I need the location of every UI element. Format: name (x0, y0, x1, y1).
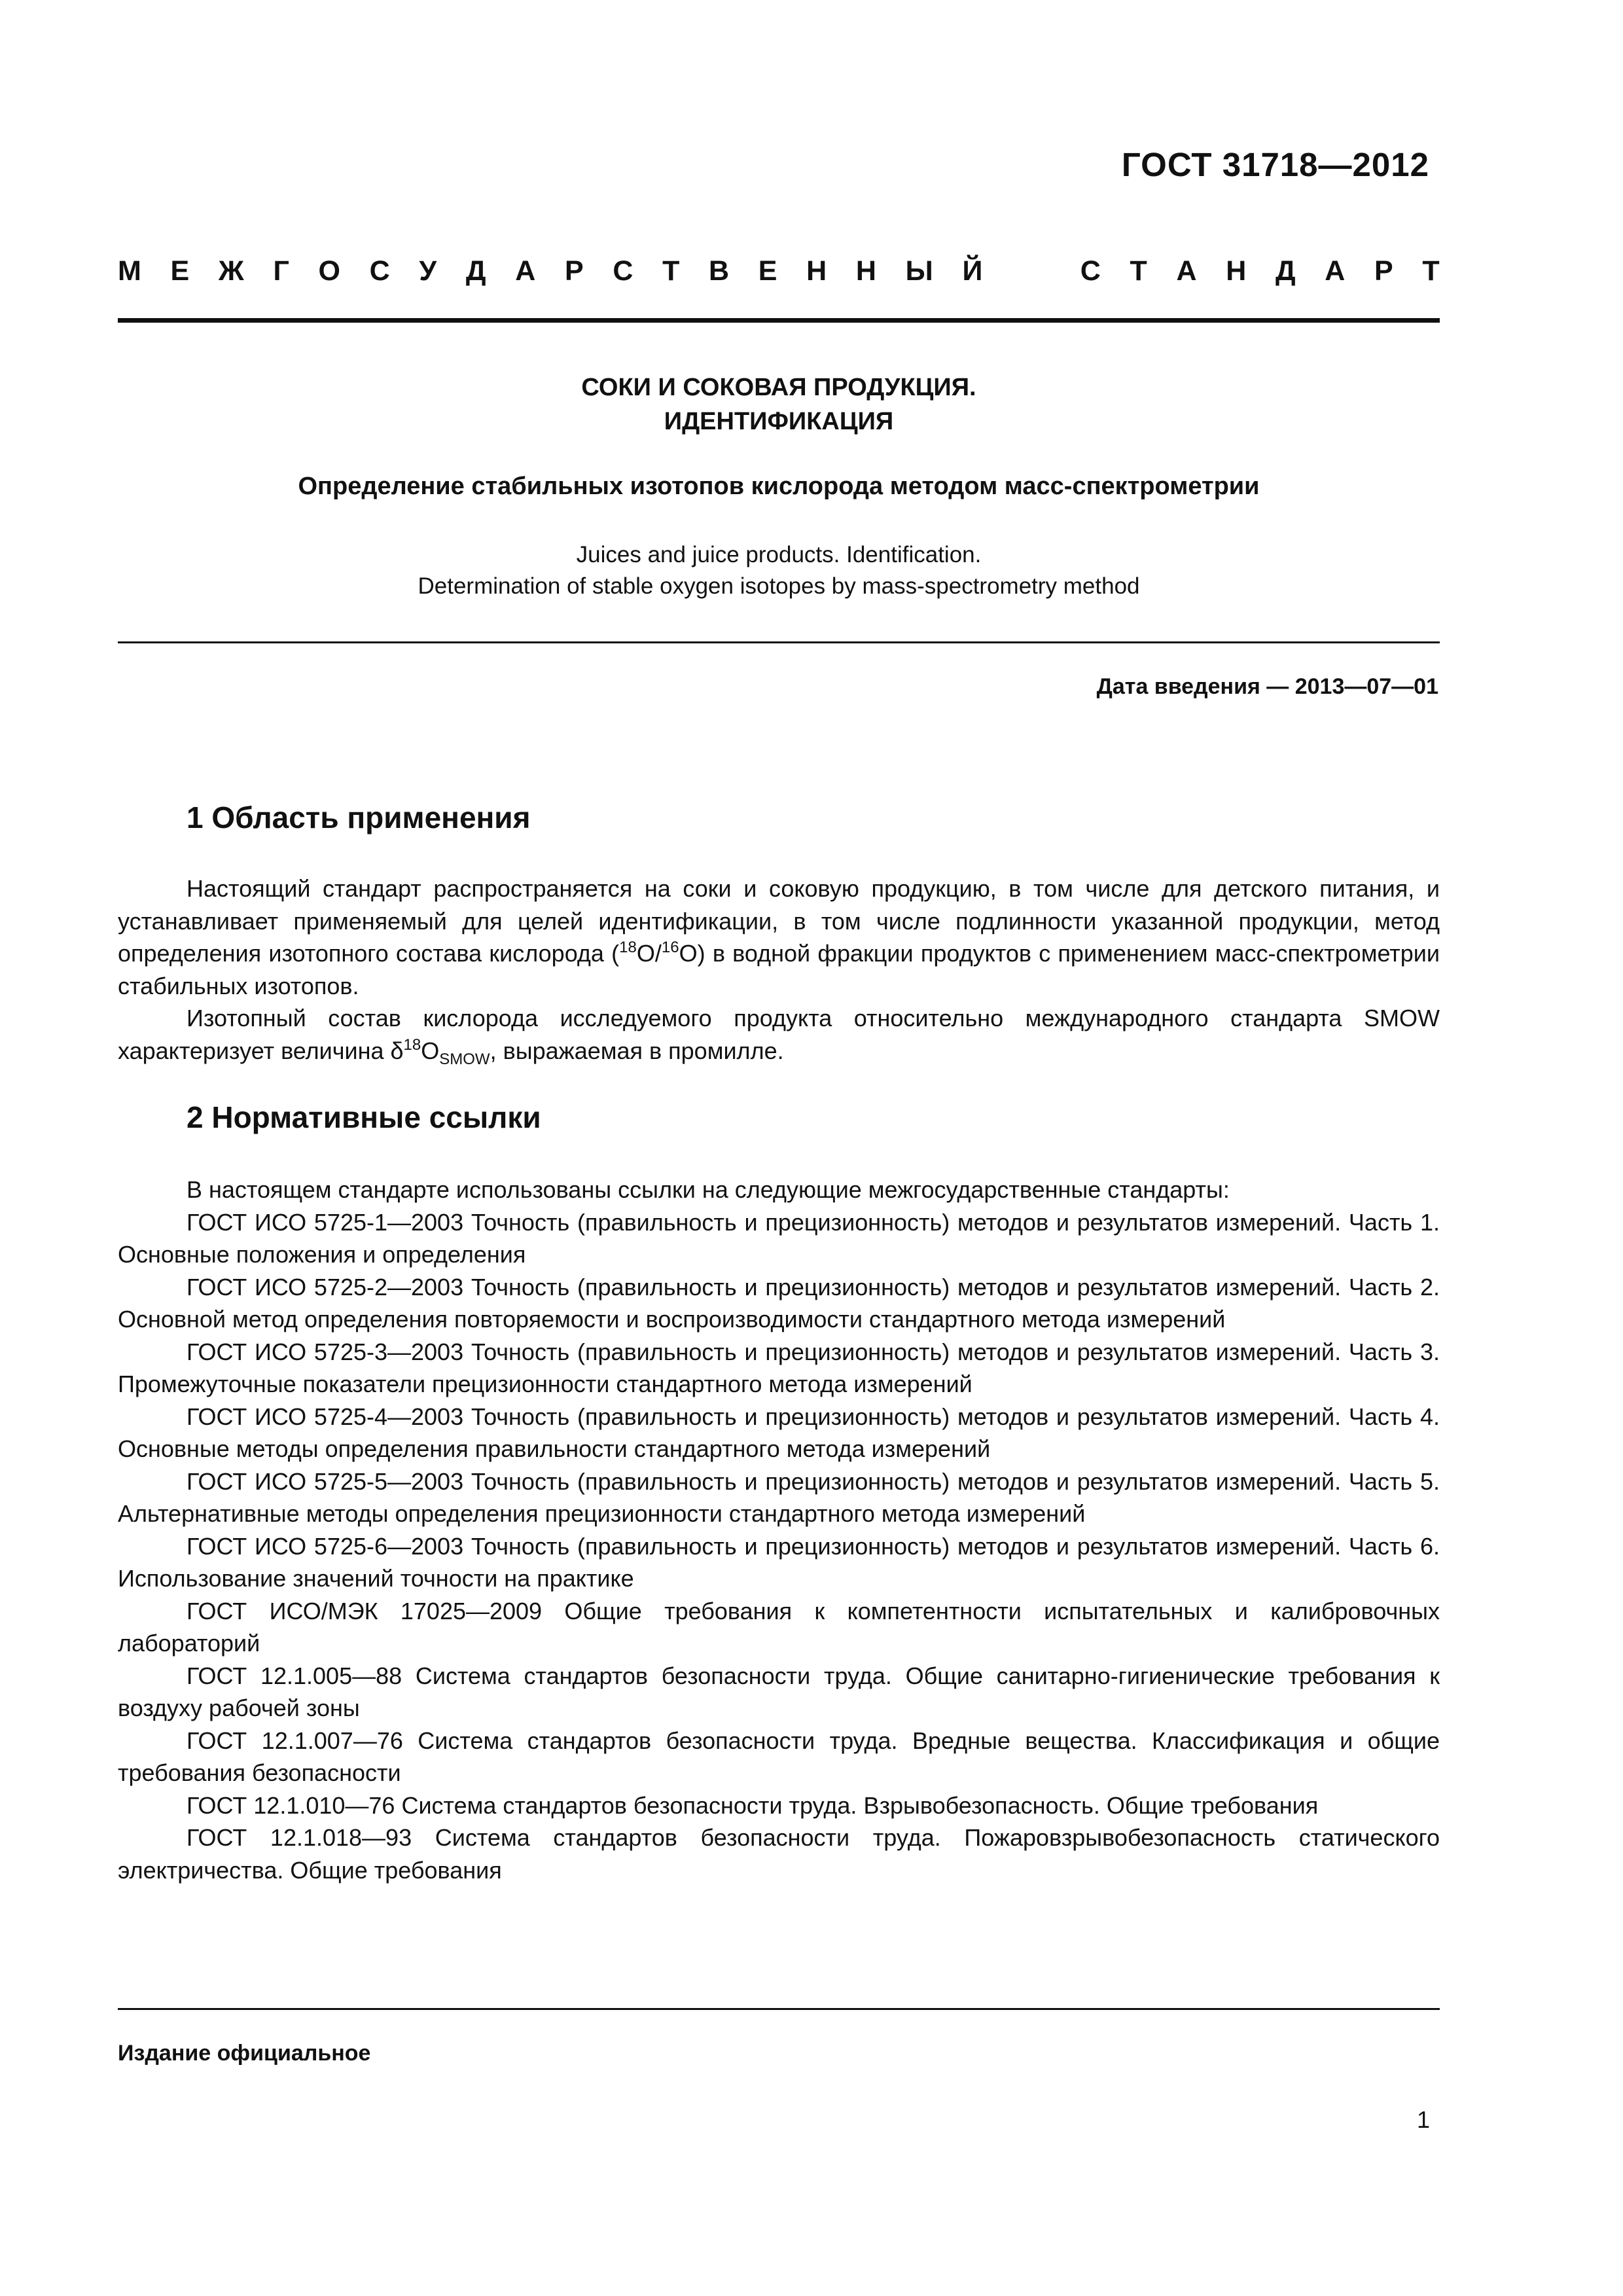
section-1-paragraph-1 (118, 872, 1440, 1002)
section-2-body (118, 1174, 1440, 1886)
banner-letter: Н (1226, 255, 1247, 287)
banner-letter: А (1176, 255, 1197, 287)
reference-item: ГОСТ 12.1.007—76 Система стандартов безопасности труда. Вредные вещества. Классификация и общие требования безопасности (118, 1727, 1440, 1786)
section-2-intro: В настоящем стандарте использованы ссылки на следующие межгосударственные стандарты: (187, 1176, 1230, 1203)
banner-word-gap (1012, 255, 1051, 287)
section-1-body (118, 872, 1440, 1067)
banner-letter: Ж (218, 255, 244, 287)
text-run: O (421, 1037, 440, 1064)
section-1-paragraph-2 (118, 1002, 1440, 1067)
text-run: O/ (636, 940, 662, 967)
banner-letter: Т (1422, 255, 1440, 287)
header-divider (118, 318, 1440, 323)
text-run: O) в водной фракции продуктов с применением масс-спектрометрии стабильных изотопов. (118, 940, 1440, 999)
reference-item: ГОСТ 12.1.018—93 Система стандартов безопасности труда. Пожаровзрывобезопасность статического электричества. Общие требования (118, 1824, 1440, 1884)
section-2-heading: 2 Нормативные ссылки (187, 1100, 541, 1134)
reference-item: ГОСТ ИСО 5725-2—2003 Точность (правильность и прецизионность) методов и результатов измерений. Часть 2. Основной метод определения повторяемости и воспроизводимости стандартного метода измерений (118, 1273, 1440, 1333)
banner-letter: Е (758, 255, 777, 287)
reference-item: ГОСТ ИСО 5725-6—2003 Точность (правильность и прецизионность) методов и результатов измерений. Часть 6. Использование значений точности на практике (118, 1532, 1440, 1592)
introduction-date: Дата введения — 2013—07—01 (1096, 674, 1438, 699)
banner-letter: А (1325, 255, 1346, 287)
title-line-2: ИДЕНТИФИКАЦИЯ (664, 408, 894, 435)
english-title-line-2: Determination of stable oxygen isotopes by mass-spectrometry method (418, 573, 1140, 599)
reference-item: ГОСТ ИСО 5725-3—2003 Точность (правильность и прецизионность) методов и результатов измерений. Часть 3. Промежуточные показатели прецизионности стандартного метода измерений (118, 1338, 1440, 1397)
text-run: Изотопный состав кислорода исследуемого продукта относительно международного стандарта SMOW характеризует величина δ (118, 1005, 1440, 1064)
banner-letter: Е (170, 255, 190, 287)
text-run: Настоящий стандарт распространяется на соки и соковую продукцию, в том числе для детского питания, и устанавливает применяемый для целей идентификации, в том числе подлинности указанной продукции, метод определения изотопного состава кислорода ( (118, 875, 1440, 967)
banner-letter: Н (806, 255, 827, 287)
english-title (118, 539, 1440, 602)
banner-letter: А (515, 255, 536, 287)
standard-number: ГОСТ 31718—2012 (1121, 146, 1429, 183)
superscript: 16 (661, 939, 679, 956)
banner-letter: Р (1374, 255, 1393, 287)
banner-letter: Й (962, 255, 983, 287)
banner-letter: О (318, 255, 340, 287)
footer-divider (118, 2008, 1440, 2010)
document-subtitle: Определение стабильных изотопов кислорода методом масс-спектрометрии (298, 473, 1260, 500)
reference-item: ГОСТ ИСО/МЭК 17025—2009 Общие требования к компетентности испытательных и калибровочных лабораторий (118, 1597, 1440, 1657)
banner-letter: В (709, 255, 730, 287)
banner-letter: Т (662, 255, 680, 287)
interstate-standard-banner (118, 255, 1440, 287)
banner-letter: Г (273, 255, 289, 287)
title-line-1: СОКИ И СОКОВАЯ ПРОДУКЦИЯ. (581, 374, 976, 401)
reference-item: ГОСТ 12.1.005—88 Система стандартов безопасности труда. Общие санитарно-гигиенические требования к воздуху рабочей зоны (118, 1662, 1440, 1721)
reference-item: ГОСТ ИСО 5725-5—2003 Точность (правильность и прецизионность) методов и результатов измерений. Часть 5. Альтернативные методы определения прецизионности стандартного метода измерений (118, 1467, 1440, 1527)
banner-letter: Ы (905, 255, 933, 287)
official-edition-label: Издание официальное (118, 2041, 371, 2066)
title-divider (118, 641, 1440, 643)
english-title-line-1: Juices and juice products. Identification. (576, 542, 982, 567)
banner-letter: С (369, 255, 390, 287)
superscript: 18 (619, 939, 637, 956)
banner-letter: Н (855, 255, 876, 287)
reference-item: ГОСТ 12.1.010—76 Система стандартов безопасности труда. Взрывобезопасность. Общие требования (187, 1791, 1319, 1819)
subscript: SMOW (439, 1050, 490, 1068)
reference-item: ГОСТ ИСО 5725-4—2003 Точность (правильность и прецизионность) методов и результатов измерений. Часть 4. Основные методы определения правильности стандартного метода измерений (118, 1403, 1440, 1462)
section-1-heading: 1 Область применения (187, 800, 531, 834)
banner-letter: С (613, 255, 633, 287)
text-run: , выражаемая в промилле. (490, 1037, 784, 1064)
banner-letter: Т (1130, 255, 1147, 287)
banner-letter: Д (465, 255, 486, 287)
page-number: 1 (1416, 2106, 1430, 2133)
banner-letter: Д (1275, 255, 1296, 287)
reference-item: ГОСТ ИСО 5725-1—2003 Точность (правильность и прецизионность) методов и результатов измерений. Часть 1. Основные положения и определения (118, 1208, 1440, 1268)
banner-letter: У (419, 255, 437, 287)
document-title (118, 370, 1440, 439)
banner-letter: С (1080, 255, 1101, 287)
banner-letter: М (118, 255, 141, 287)
superscript: 18 (403, 1035, 421, 1054)
banner-letter: Р (564, 255, 584, 287)
